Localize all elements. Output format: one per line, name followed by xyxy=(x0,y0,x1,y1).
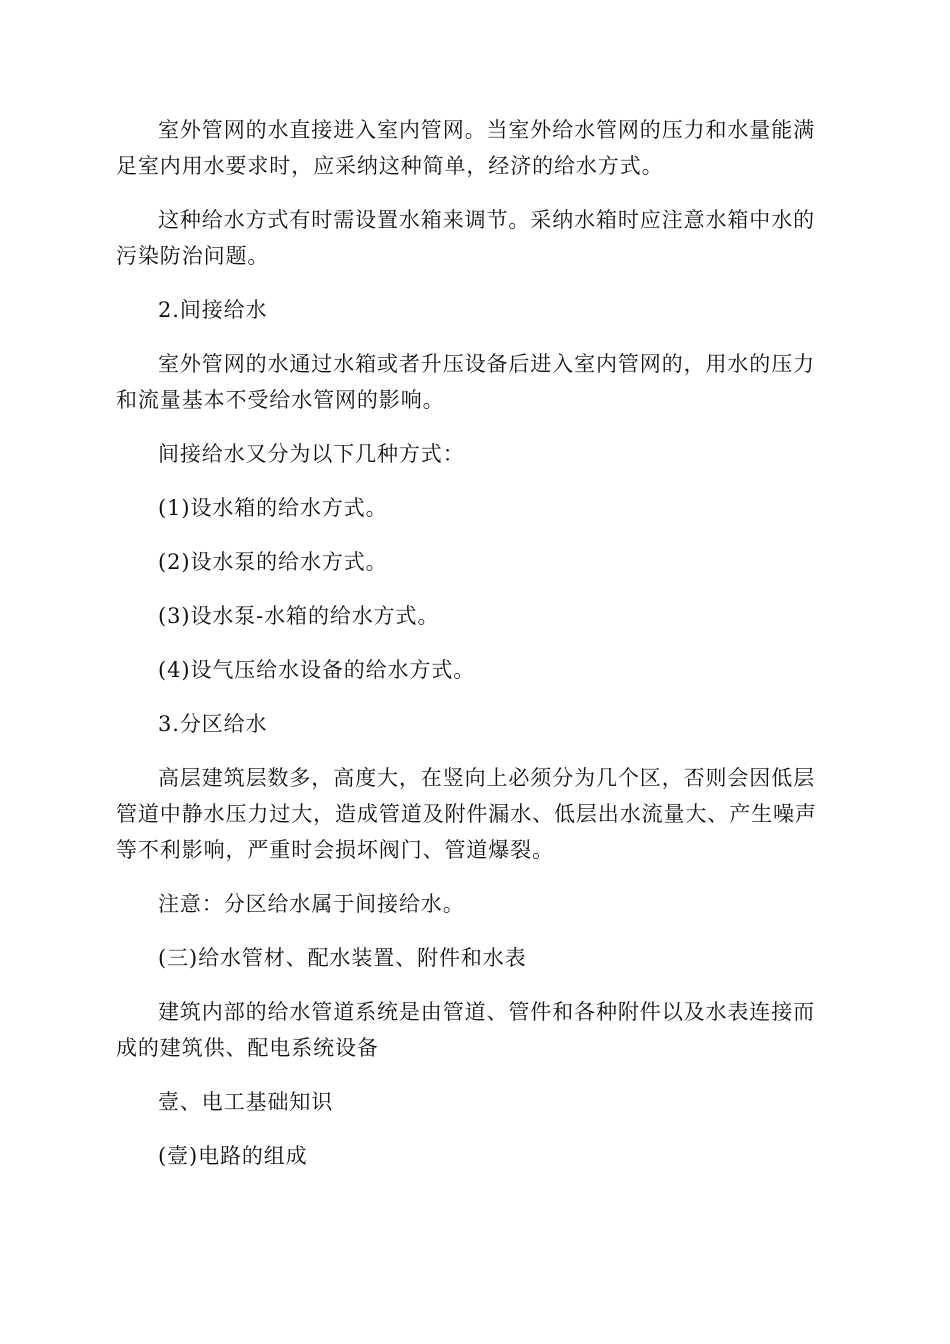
list-item-1: (1)设水箱的给水方式。 xyxy=(158,496,388,520)
list-item-3: (3)设水泵-水箱的给水方式。 xyxy=(158,604,440,628)
list-item-4: (4)设气压给水设备的给水方式。 xyxy=(158,658,476,682)
heading-pipe-materials: (三)给水管材、配水装置、附件和水表 xyxy=(158,946,527,970)
heading-zoned-supply: 3.分区给水 xyxy=(158,712,268,736)
list-item-2: (2)设水泵的给水方式。 xyxy=(158,550,388,574)
document-body xyxy=(116,112,836,1192)
paragraph-zoned-note: 注意：分区给水属于间接给水。 xyxy=(158,892,465,916)
paragraph-indirect-supply: 室外管网的水通过水箱或者升压设备后进入室内管网的，用水的压力和流量基本不受给水管网的影响。 xyxy=(116,352,815,412)
paragraph-tank-note: 这种给水方式有时需设置水箱来调节。采纳水箱时应注意水箱中水的污染防治问题。 xyxy=(116,208,815,268)
paragraph-pipe-system: 建筑内部的给水管道系统是由管道、管件和各种附件以及水表连接而成的建筑供、配电系统设备 xyxy=(116,1000,815,1060)
paragraph-indirect-types-intro: 间接给水又分为以下几种方式： xyxy=(158,442,465,466)
heading-indirect-supply: 2.间接给水 xyxy=(158,298,268,322)
heading-electrical-basics: 壹、电工基础知识 xyxy=(158,1090,334,1114)
paragraph-direct-supply: 室外管网的水直接进入室内管网。当室外给水管网的压力和水量能满足室内用水要求时，应采纳这种简单，经济的给水方式。 xyxy=(116,118,815,178)
heading-circuit-composition: (壹)电路的组成 xyxy=(158,1144,308,1168)
paragraph-zoned-supply: 高层建筑层数多，高度大，在竖向上必须分为几个区，否则会因低层管道中静水压力过大，造成管道及附件漏水、低层出水流量大、产生噪声等不利影响，严重时会损坏阀门、管道爆裂。 xyxy=(116,766,817,862)
